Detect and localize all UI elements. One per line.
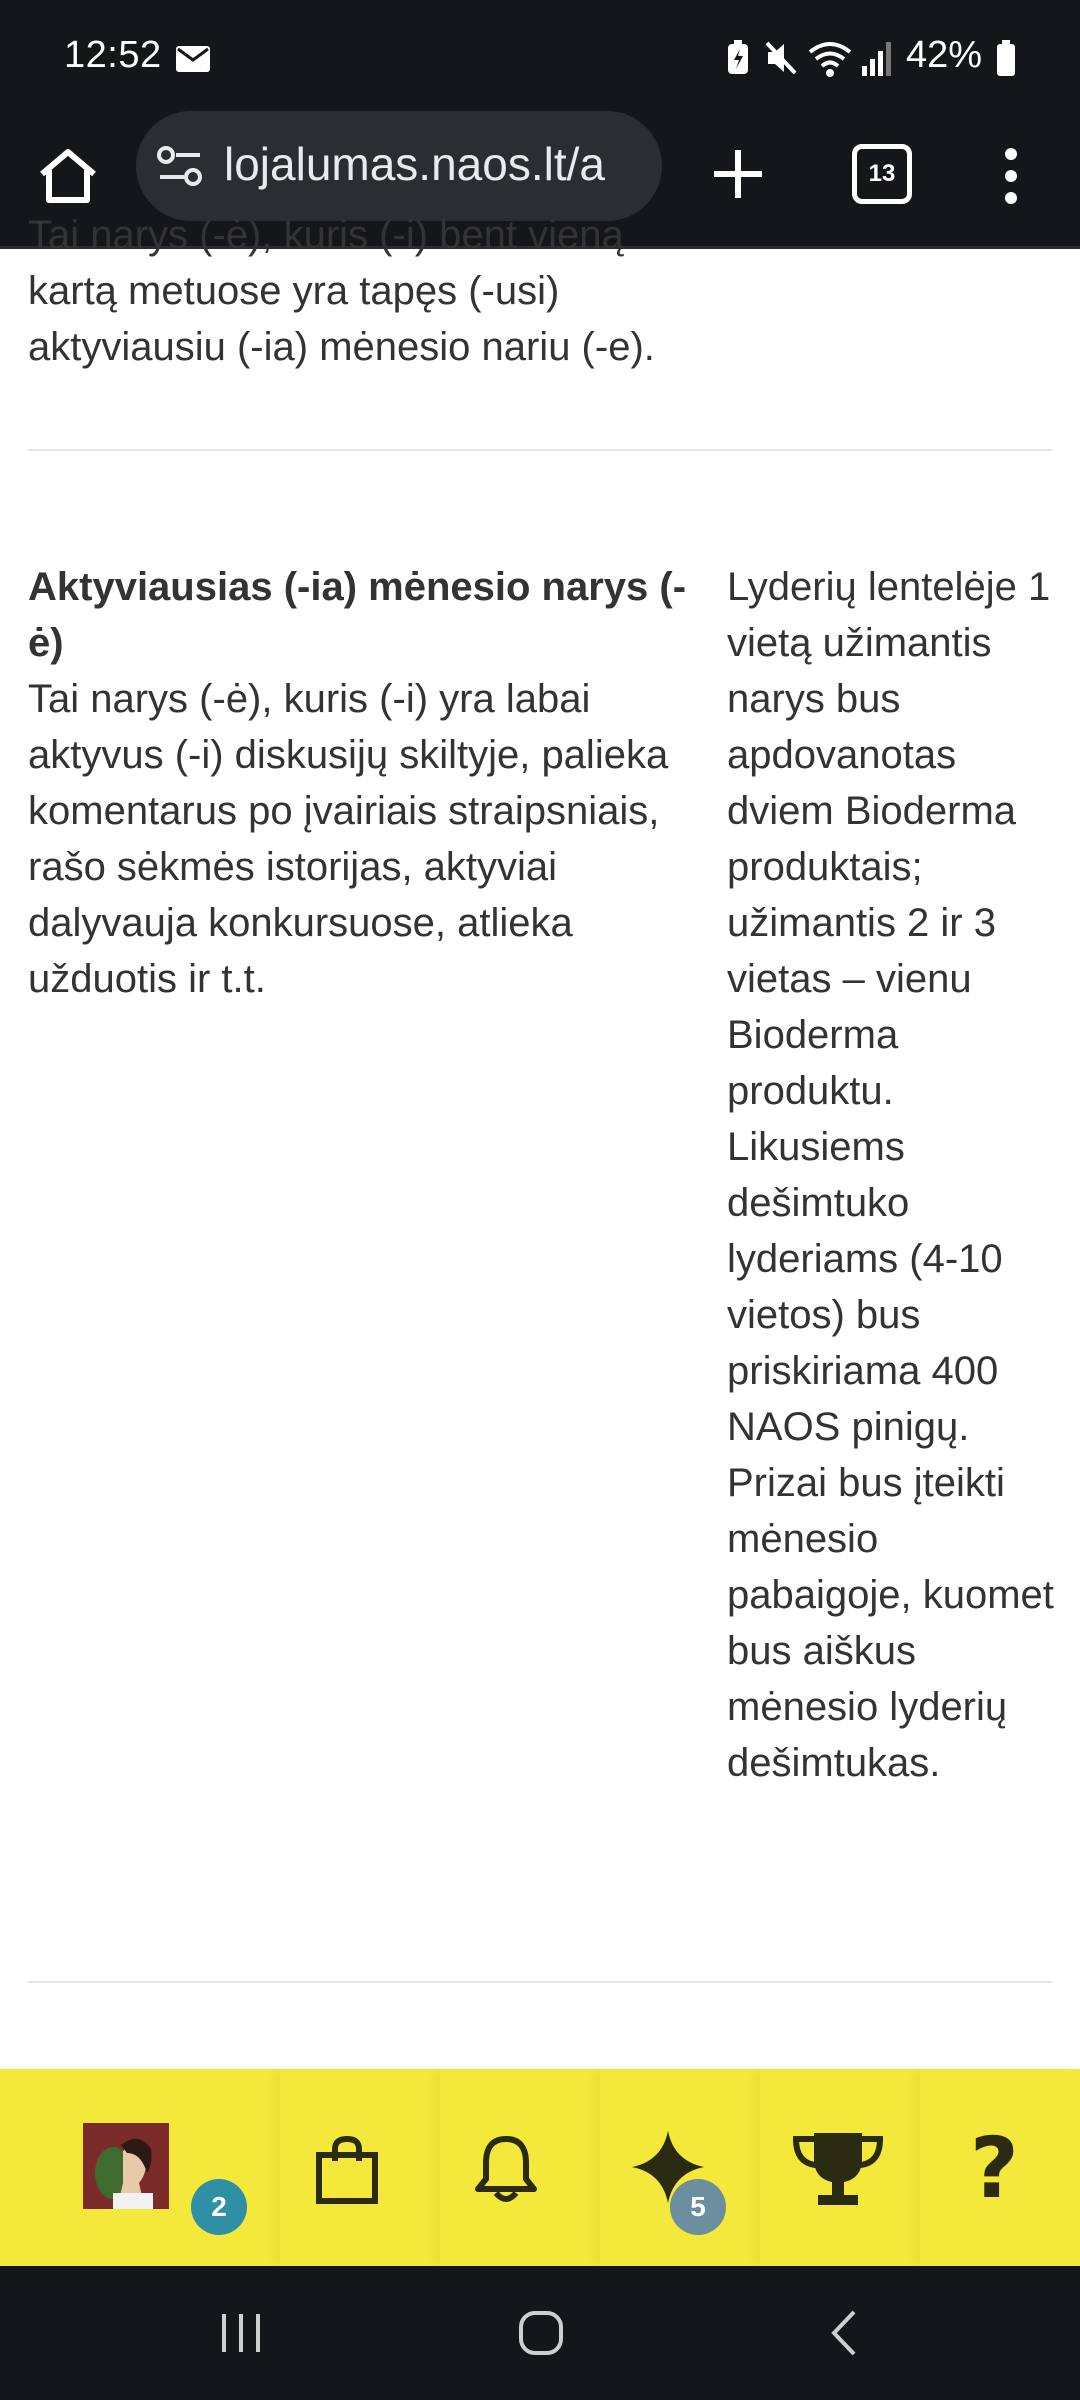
system-navigation-bar bbox=[0, 2266, 1080, 2400]
profile-badge: 2 bbox=[191, 2179, 247, 2235]
new-tab-icon[interactable] bbox=[706, 142, 770, 206]
nav-help[interactable] bbox=[920, 2069, 1080, 2266]
bell-icon[interactable] bbox=[472, 2133, 540, 2205]
table-cell-text-cut: Tai narys (-ė), kuris (-i) bent vieną bbox=[28, 213, 624, 257]
back-icon[interactable] bbox=[826, 2308, 862, 2358]
row-divider bbox=[28, 449, 1052, 451]
battery-icon bbox=[996, 40, 1016, 76]
table-cell-role bbox=[28, 559, 688, 1007]
nav-challenges[interactable] bbox=[600, 2069, 760, 2266]
wifi-icon bbox=[808, 40, 852, 78]
avatar[interactable] bbox=[83, 2123, 169, 2209]
home-system-icon[interactable] bbox=[518, 2310, 564, 2356]
table-cell-description: kartą metuose yra tapęs (-usi) aktyviausiu (-ia) mėnesio nariu (-e). bbox=[28, 269, 655, 369]
bottom-navigation bbox=[0, 2069, 1080, 2266]
nav-shop[interactable] bbox=[280, 2069, 440, 2266]
tab-switcher-button[interactable]: 13 bbox=[852, 144, 912, 204]
role-description: Tai narys (-ė), kuris (-i) yra labai aktyvus (-i) diskusijų skiltyje, palieka komentarus po įvairiais straipsniais, rašo sėkmės istorijas, aktyviai dalyvauja konkursuose, atlieka užduotis ir t.t. bbox=[28, 677, 669, 1001]
recent-apps-icon[interactable] bbox=[218, 2310, 264, 2356]
challenges-badge: 5 bbox=[670, 2179, 726, 2235]
address-bar[interactable] bbox=[136, 111, 662, 221]
home-icon[interactable] bbox=[36, 144, 100, 208]
status-time: 12:52 bbox=[64, 34, 162, 76]
page-content bbox=[0, 213, 1080, 2069]
status-bar bbox=[0, 0, 1080, 120]
nav-profile[interactable] bbox=[0, 2069, 280, 2266]
battery-saver-icon bbox=[724, 40, 752, 76]
mail-icon bbox=[176, 46, 210, 72]
role-title: Aktyviausias (-ia) mėnesio narys (-ė) bbox=[28, 565, 687, 665]
nav-leaderboard[interactable] bbox=[760, 2069, 920, 2266]
trophy-icon[interactable] bbox=[790, 2129, 886, 2209]
nav-notifications[interactable] bbox=[440, 2069, 600, 2266]
table-cell-reward: Lyderių lentelėje 1 vietą užimantis narys bus apdovanotas dviem Bioderma produktais; užimantis 2 ir 3 vietas – vienu Bioderma produktu. Likusiems dešimtuko lyderiams (4-10 vietos) bus priskiriama 400 NAOS pinigų. Prizai bus įteikti mėnesio pabaigoje, kuomet bus aiškus mėnesio lyderių dešimtukas. bbox=[727, 565, 1054, 1785]
url-text[interactable]: lojalumas.naos.lt/a bbox=[224, 138, 605, 190]
mute-icon bbox=[764, 40, 798, 76]
more-options-icon[interactable] bbox=[996, 144, 1026, 208]
signal-icon bbox=[860, 40, 894, 76]
help-icon[interactable]: ? bbox=[970, 2119, 1019, 2217]
row-divider bbox=[28, 1981, 1052, 1983]
site-settings-icon[interactable] bbox=[156, 145, 204, 189]
shopping-bag-icon[interactable] bbox=[315, 2135, 379, 2205]
battery-percent: 42% bbox=[906, 34, 983, 76]
